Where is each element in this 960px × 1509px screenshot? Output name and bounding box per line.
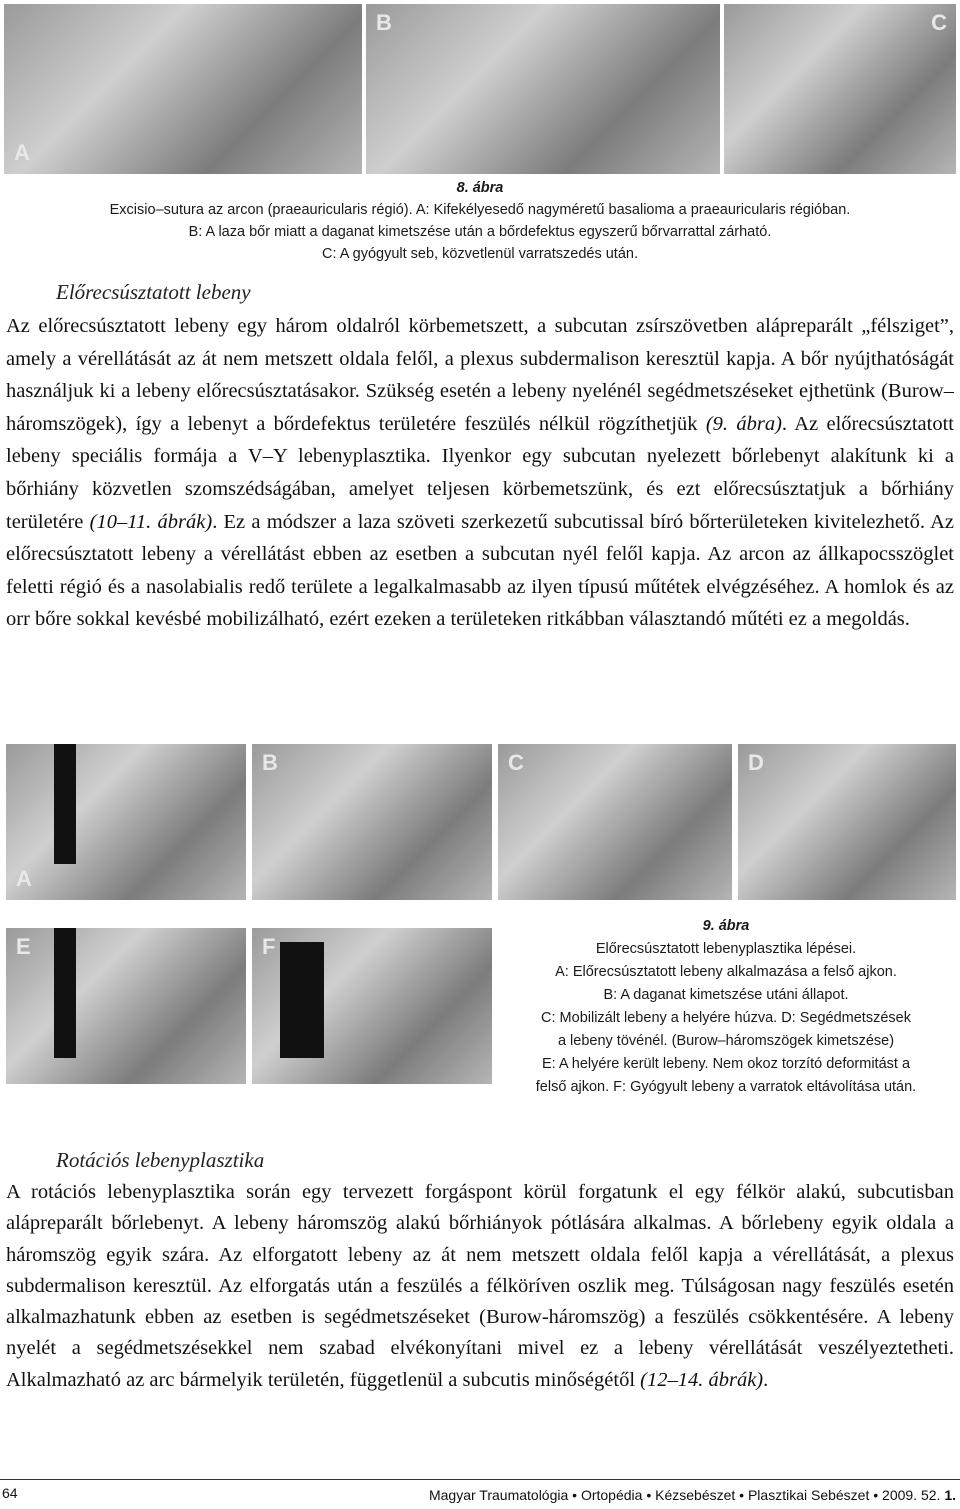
journal-citation xyxy=(429,1487,956,1503)
figure-8-photo-b xyxy=(366,4,720,174)
figure-8-photo-a xyxy=(4,4,362,174)
panel-label-b: B xyxy=(376,10,393,35)
figure-8-photo-c xyxy=(724,4,956,174)
figure-9-photo-c xyxy=(498,744,732,900)
panel-label-a: A xyxy=(16,866,33,891)
eye-censor-bar xyxy=(54,744,76,864)
body-text: . Az előrecsúsztatott lebeny speciális formája a V–Y lebenyplasztika. Ilyenkor egy subcutan nyelezett bőrlebenyt alakítunk ki a bőrhiány közvetlen szomszédságában, amelyet teljesen körbemetszünk, és ezt előrecsúsztatjuk a bőrhiány területére xyxy=(6,412,954,533)
figure-8-caption-line: B: A laza bőr miatt a daganat kimetszése után a bőrdefektus egyszerű bőrvarrattal zárható. xyxy=(188,224,772,240)
panel-label-f: F xyxy=(262,934,277,959)
figure-9-photo-b xyxy=(252,744,492,900)
figure-9-caption-line: Előrecsúsztatott lebenyplasztika lépései. xyxy=(595,941,857,957)
panel-label-c: C xyxy=(508,750,525,775)
section-heading-advancement-flap: Előrecsúsztatott lebeny xyxy=(56,280,251,304)
page-footer xyxy=(0,1479,960,1509)
figure-9-photo-e xyxy=(6,928,246,1084)
eye-censor-bar xyxy=(280,942,324,1058)
panel-label-b: B xyxy=(262,750,279,775)
body-text: . xyxy=(763,1368,769,1391)
section-body-advancement-flap xyxy=(6,310,954,636)
figure-9-photo-f xyxy=(252,928,492,1084)
page-number: 64 xyxy=(2,1485,18,1501)
panel-label-c: C xyxy=(931,10,948,35)
figure-reference: (9. ábra) xyxy=(705,412,782,435)
figure-9-caption-line: a lebeny tövénél. (Burow–háromszögek kimetszése) xyxy=(557,1033,895,1049)
figure-9-photo-a xyxy=(6,744,246,900)
figure-8-caption xyxy=(20,177,940,265)
figure-9-caption-line: C: Mobilizált lebeny a helyére húzva. D: Segédmetszések xyxy=(541,1010,911,1026)
section-body-rotation-flap xyxy=(6,1177,954,1396)
figure-reference: (12–14. ábrák) xyxy=(640,1368,764,1391)
figure-8-title: 8. ábra xyxy=(456,180,504,196)
figure-9-title: 9. ábra xyxy=(702,918,750,934)
panel-label-e: E xyxy=(16,934,32,959)
section-heading-rotation-flap: Rotációs lebenyplasztika xyxy=(56,1148,265,1172)
body-text: A rotációs lebenyplasztika során egy tervezett forgáspont körül forgatunk el egy félkör alakú, subcutisban alápreparált bőrlebenyt. A lebeny háromszög alakú bőrhiányok pótlására alkalmas. A bőrlebeny egyik oldala a háromszög egyik szára. Az elforgatott lebeny az át nem metszett oldala felől kapja a vérellátását, a plexus subdermalison keresztül. Az elforgatás után a feszülés a félköríven oszlik meg. Túlságosan nagy feszülés esetén alkalmazhatunk ebben az esetben is segédmetszéseket (Burow-háromszög) a feszülés csökkentésére. A lebeny nyelét a segédmetszésekkel nem szabad elvékonyítani mivel ez a lebeny vérellátását veszélyeztetheti. Alkalmazható az arc bármelyik területén, függetlenül a subcutis minőségétől xyxy=(6,1181,954,1391)
panel-label-d: D xyxy=(748,750,765,775)
figure-9-caption xyxy=(496,915,956,1099)
figure-8-caption-line: Excisio–sutura az arcon (praeauricularis régió). A: Kifekélyesedő nagyméretű basalioma a praeauricularis régióban. xyxy=(109,202,851,218)
figure-9-caption-line: B: A daganat kimetszése utáni állapot. xyxy=(603,987,849,1003)
eye-censor-bar xyxy=(54,928,76,1058)
footer-rule xyxy=(0,1479,960,1480)
journal-issue: 1. xyxy=(944,1487,956,1503)
figure-reference: (10–11. ábrák) xyxy=(89,510,213,533)
figure-9-caption-line: A: Előrecsúsztatott lebeny alkalmazása a felső ajkon. xyxy=(555,964,897,980)
body-text: Az előrecsúsztatott lebeny egy három oldalról körbemetszett, a subcutan zsírszövetben alápreparált „félsziget”, amely a vérellátását az át nem metszett oldala felől, a plexus subdermalison keresztül kapja. A bőr nyújthatóságát használjuk ki a lebeny előrecsúsztatásakor. Szükség esetén a lebeny nyelénél segédmetszéseket ejthetünk (Burow–háromszögek), így a lebenyt a bőrdefektus területére feszülés nélkül rögzíthetjük xyxy=(6,315,954,435)
panel-label-a: A xyxy=(14,140,31,165)
body-text: . Ez a módszer a laza szöveti szerkezetű subcutissal bíró bőrterületeken kivitelezhető. Az előrecsúsztatott lebeny a vérellátást ebben az esetben a subcutan nyél felől kapja. Az arcon az állkapocsszöglet feletti régió és a nasolabialis redő területe a legalkalmasabb az ilyen típusú műtétek elvégzéséhez. A homlok és az orr bőre sokkal kevésbé mobilizálható, ezért ezeken a területeken ritkábban választandó műtéti ez a megoldás. xyxy=(6,510,954,631)
figure-9-photo-d xyxy=(738,744,956,900)
figure-9-caption-line: felső ajkon. F: Gyógyult lebeny a varratok eltávolítása után. xyxy=(535,1079,917,1095)
figure-9-caption-line: E: A helyére került lebeny. Nem okoz torzító deformitást a xyxy=(541,1056,911,1072)
figure-8-caption-line: C: A gyógyult seb, közvetlenül varratszedés után. xyxy=(322,246,638,262)
journal-name: Magyar Traumatológia • Ortopédia • Kézsebészet • Plasztikai Sebészet • 2009. 52. xyxy=(428,1487,945,1503)
